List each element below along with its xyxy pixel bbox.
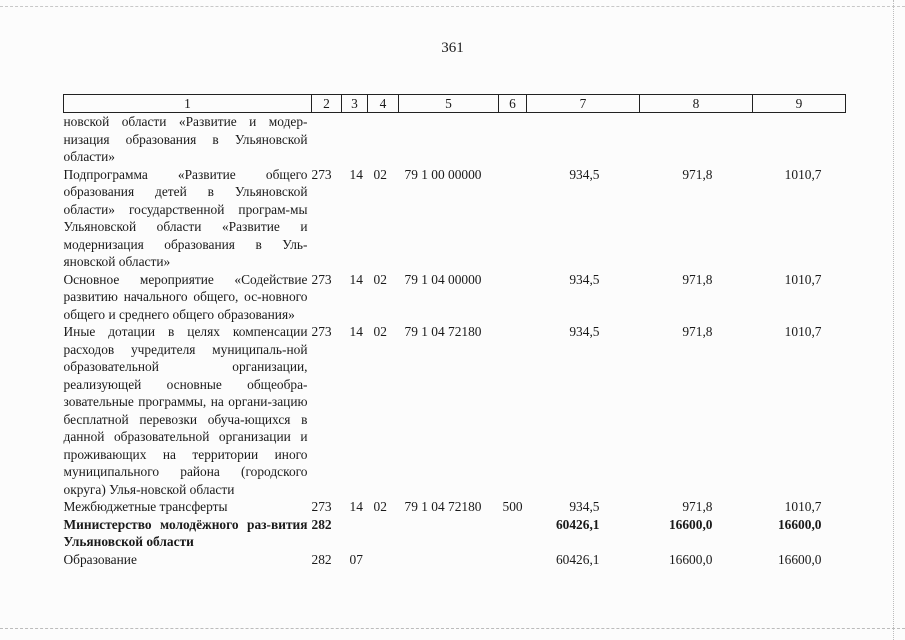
- table-cell-code-3: [342, 113, 368, 166]
- table-row: [64, 516, 846, 551]
- table-cell-value-7: 60426,1: [555, 516, 600, 532]
- table-cell-value-8: 16600,0: [668, 516, 713, 532]
- table-cell-code-2: 273: [311, 271, 332, 287]
- table-cell-value-7: 934,5: [569, 271, 600, 287]
- table-cell-value-8: 971,8: [682, 499, 713, 514]
- table-cell-code-2: 273: [311, 499, 332, 514]
- table-cell-code-4: [368, 551, 399, 569]
- table-cell-code-3: 07: [349, 551, 363, 567]
- table-cell-code-5: [399, 113, 499, 166]
- col-header-6: 6: [499, 95, 527, 113]
- table-cell-code-5: 79 1 04 72180: [404, 324, 482, 339]
- table-cell-code-6: [499, 516, 527, 551]
- table-cell-code-6: [499, 271, 527, 324]
- table-cell-code-6: [499, 551, 527, 569]
- table-cell-code-6: [499, 323, 527, 498]
- table-cell-code-4: 02: [373, 166, 387, 182]
- table-cell-value-7: 934,5: [569, 324, 600, 339]
- table-cell-code-4: [368, 113, 399, 166]
- scan-edge-top: [0, 6, 905, 8]
- table-row: [64, 323, 846, 498]
- col-header-9: 9: [753, 95, 846, 113]
- table-cell-code-5: [399, 516, 499, 551]
- table-body: [64, 113, 846, 569]
- table-row: [64, 498, 846, 516]
- table-cell-value-8: 971,8: [682, 324, 713, 339]
- table-cell-value-9: 16600,0: [777, 551, 822, 567]
- table-cell-value-8: [640, 113, 753, 166]
- table-cell-value-9: 1010,7: [784, 499, 822, 514]
- table-cell-code-6: [499, 166, 527, 271]
- col-header-5: 5: [399, 95, 499, 113]
- header-row: [64, 95, 846, 113]
- table-cell-name: Образование: [63, 551, 137, 567]
- table-cell-value-8: 971,8: [682, 271, 713, 287]
- col-header-1: 1: [64, 95, 312, 113]
- table-cell-code-6: 500: [502, 499, 523, 514]
- table-cell-code-4: 02: [373, 271, 387, 287]
- table-cell-code-5: [399, 551, 499, 569]
- table-cell-value-9: 1010,7: [784, 166, 822, 182]
- table-cell-name: Иные дотации в целях компенсации расходов учредителя муниципаль-ной образовательной организации, реализующей основные общеобра-зовательные программы, на органи-зацию бесплатной перевозки обуча-ющихся в данной образовательной организации и проживающих на территории иного муниципального района (городского округа) Улья-новской области: [63, 324, 308, 497]
- table-cell-name: Министерство молодёжного раз-вития Ульяновской области: [63, 516, 308, 549]
- table-cell-code-2: [312, 113, 342, 166]
- table-cell-code-3: 14: [349, 271, 363, 287]
- scan-edge-right: [893, 0, 895, 640]
- table-cell-code-2: 273: [311, 324, 332, 339]
- table-row: [64, 166, 846, 271]
- table-cell-value-9: 1010,7: [784, 271, 822, 287]
- table-cell-value-9: 1010,7: [784, 324, 822, 339]
- table-cell-value-7: 934,5: [569, 166, 600, 182]
- table-cell-value-7: [527, 113, 640, 166]
- table-cell-name: Подпрограмма «Развитие общего образования детей в Ульяновской области» государственной програм-мы Ульяновской области «Развитие и модернизация образования в Уль-яновской области»: [63, 166, 308, 269]
- table-cell-value-7: 934,5: [569, 499, 600, 514]
- page-number: 361: [441, 40, 464, 56]
- table-cell-code-6: [499, 113, 527, 166]
- budget-table: [63, 94, 846, 568]
- table-cell-code-4: [368, 516, 399, 551]
- table-row: [64, 551, 846, 569]
- table-cell-code-2: 282: [311, 551, 332, 567]
- table-cell-value-9: 16600,0: [777, 516, 822, 532]
- col-header-8: 8: [640, 95, 753, 113]
- col-header-4: 4: [368, 95, 399, 113]
- table-cell-code-3: [342, 516, 368, 551]
- table-row: [64, 271, 846, 324]
- table-cell-code-3: 14: [349, 324, 363, 339]
- table-cell-code-5: 79 1 04 72180: [404, 499, 482, 514]
- table-cell-code-4: 02: [373, 324, 387, 339]
- table-cell-code-5: 79 1 00 00000: [404, 166, 482, 182]
- table-cell-value-8: 16600,0: [668, 551, 713, 567]
- table-cell-name: новской области «Развитие и модер-низация образования в Ульяновской области»: [63, 114, 308, 164]
- table-cell-code-4: 02: [373, 499, 387, 514]
- table-cell-code-2: 273: [311, 166, 332, 182]
- table-cell-code-3: 14: [349, 499, 363, 514]
- table-cell-code-5: 79 1 04 00000: [404, 271, 482, 287]
- table-row: [64, 113, 846, 166]
- table-cell-value-7: 60426,1: [555, 551, 600, 567]
- col-header-3: 3: [342, 95, 368, 113]
- table-cell-value-9: [753, 113, 846, 166]
- table-cell-name: Межбюджетные трансферты: [63, 499, 228, 514]
- scan-edge-bottom: [0, 628, 905, 630]
- table-cell-code-3: 14: [349, 166, 363, 182]
- col-header-2: 2: [312, 95, 342, 113]
- table-cell-code-2: 282: [311, 516, 332, 532]
- table-cell-name: Основное мероприятие «Содействие развитию начального общего, ос-новного общего и среднего общего образования»: [63, 271, 308, 322]
- col-header-7: 7: [527, 95, 640, 113]
- table-cell-value-8: 971,8: [682, 166, 713, 182]
